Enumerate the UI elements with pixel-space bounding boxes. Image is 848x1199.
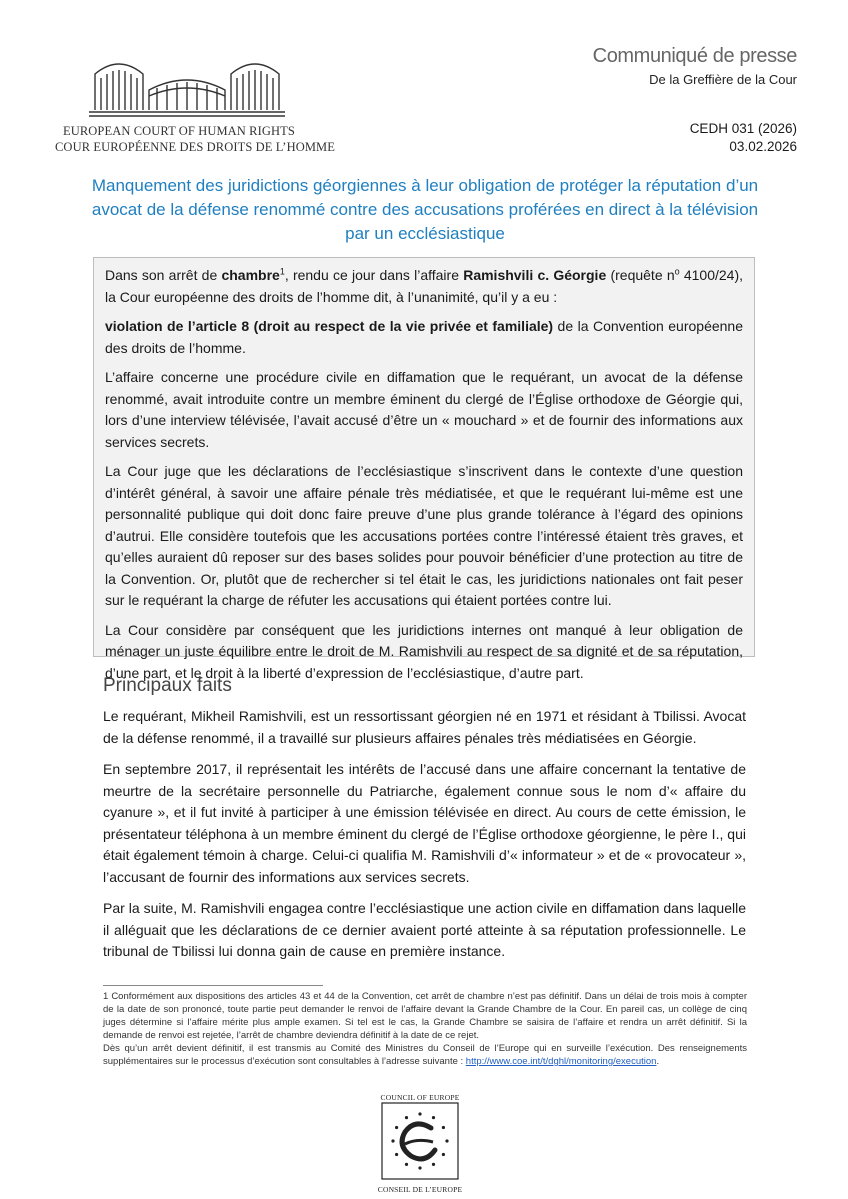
release-date: 03.02.2026 <box>729 139 797 154</box>
section-title: Principaux faits <box>103 675 232 696</box>
court-building-icon <box>87 52 287 118</box>
violation-text: violation de l’article 8 (droit au respect de la vie privée et familiale) <box>105 318 554 334</box>
body-paragraph-2: En septembre 2017, il représentait les intérêts de l’accusé dans une affaire concernant la tentative de meurtre de la secrétaire personnelle du Patriarche, également connue sous le nom d’« affaire du cyanure », et il fut invité à participer à une émission télévisée en direct. Au cours de cette émission, le présentateur téléphona à un membre éminent du clergé de l’Église orthodoxe géorgienne, le père I., qui était également témoin à charge. Celui-ci qualifia M. Ramishvili d’« informateur » et de « provocateur », l’accusant de fournir des informations aux services secrets. <box>103 761 746 885</box>
court-logo <box>55 52 335 155</box>
headline: Manquement des juridictions géorgiennes à leur obligation de protéger la réputation d’un avocat de la défense renommé contre des accusations proférées en direct à la télévision par un ecclésiastique <box>91 176 759 243</box>
footnote <box>103 990 747 1068</box>
press-release-reference <box>690 120 797 156</box>
press-release-title: Communiqué de presse <box>592 45 797 67</box>
footnote-divider <box>103 985 323 986</box>
court-name-en: EUROPEAN COURT OF HUMAN RIGHTS <box>63 124 295 138</box>
press-release-source: De la Greffière de la Cour <box>649 72 797 87</box>
summary-paragraph-1: Dans son arrêt de chambre$^1$, rendu ce jour dans l’affaire Ramishvili c. Géorgie (requête $n^o$ 4100/24), la Cour européenne des droits de l’homme dit, à l’unanimité, qu’il y a eu : <box>105 266 743 305</box>
footnote-paragraph-1: 1 Conformément aux dispositions des articles 43 et 44 de la Convention, cet arrêt de chambre n’est pas définitif. Dans un délai de trois mois à compter de la date de son prononcé, toute partie peut demander le renvoi de l’affaire devant la Grande Chambre de la Cour. En pareil cas, un collège de cinq juges détermine si l’affaire mérite plus ample examen. Si tel est le cas, la Grande Chambre se saisira de l’affaire et rendra un arrêt définitif. Si la demande de renvoi est rejetée, l’arrêt de chambre deviendra définitif à la date de ce rejet. <box>103 991 747 1041</box>
summary-paragraph-3: L’affaire concerne une procédure civile en diffamation que le requérant, un avocat de la défense renommé, avait introduite contre un membre éminent du clergé de l’Église orthodoxe de Géorgie qui, lors d’une interview télévisée, l’avait accusé d’être un « mouchard » et de fournir des informations aux services secrets. <box>105 369 743 450</box>
court-name-fr: COUR EUROPÉENNE DES DROITS DE L’HOMME <box>55 140 335 154</box>
reference-number: CEDH 031 (2026) <box>689 121 797 136</box>
council-of-europe-logo <box>365 1093 475 1194</box>
footnote-paragraph-2: Dès qu’un arrêt devient définitif, il est transmis au Comité des Ministres du Conseil de l’Europe qui en surveille l’exécution. Des renseignements supplémentaires sur le processus d’exécution sont consultables à l’adresse suivante : http://www.coe.int/t/dghl/monitoring/execution. <box>103 1043 747 1067</box>
council-label-fr: CONSEIL DE L’EUROPE <box>377 1185 463 1194</box>
council-label-en: COUNCIL OF EUROPE <box>380 1093 460 1102</box>
case-name: Ramishvili c. Géorgie <box>463 267 607 283</box>
summary-paragraph-4: La Cour juge que les déclarations de l’ecclésiastique s’inscrivent dans le contexte d’une question d’intérêt général, à savoir une affaire pénale très médiatisée, et que le requérant lui-même est une personnalité publique qui doit donc faire preuve d’une plus grande tolérance à l’égard des opinions d’autrui. Elle considère toutefois que les accusations portées contre l’intéressé étaient très graves, et qu’elles auraient dû reposer sur des bases solides pour pouvoir bénéficier d’une protection au titre de la Convention. Or, plutôt que de rechercher si tel était le cas, les juridictions nationales ont fait peser sur le requérant la charge de réfuter les accusations qui étaient portées contre lui. <box>105 463 743 608</box>
body-paragraph-1: Le requérant, Mikheil Ramishvili, est un ressortissant géorgien né en 1971 et résidant à Tbilissi. Avocat de la défense renommé, il a travaillé sur plusieurs affaires pénales très médiatisées en Géorgie. <box>103 708 746 746</box>
footnote-ref: 1 <box>279 266 285 277</box>
council-of-europe-emblem-icon <box>381 1102 459 1180</box>
section-body <box>103 706 746 973</box>
execution-link[interactable]: http://www.coe.int/t/dghl/monitoring/execution <box>465 1056 657 1067</box>
summary-paragraph-5: La Cour considère par conséquent que les juridictions internes ont manqué à leur obligation de ménager un juste équilibre entre le droit de M. Ramishvili au respect de sa dignité et de sa réputation, d’une part, et le droit à la liberté d’expression de l’ecclésiastique, d’autre part. <box>105 621 743 681</box>
body-paragraph-3: Par la suite, M. Ramishvili engagea contre l’ecclésiastique une action civile en diffamation dans laquelle il alléguait que les déclarations de ce dernier avaient porté atteinte à sa réputation professionnelle. Le tribunal de Tbilissi lui donna gain de cause en première instance. <box>103 900 746 959</box>
summary-paragraph-2: violation de l’article 8 (droit au respect de la vie privée et familiale) de la Convention européenne des droits de l’homme. <box>105 318 743 356</box>
summary-box <box>93 257 755 681</box>
chambre-label: chambre <box>221 267 280 283</box>
